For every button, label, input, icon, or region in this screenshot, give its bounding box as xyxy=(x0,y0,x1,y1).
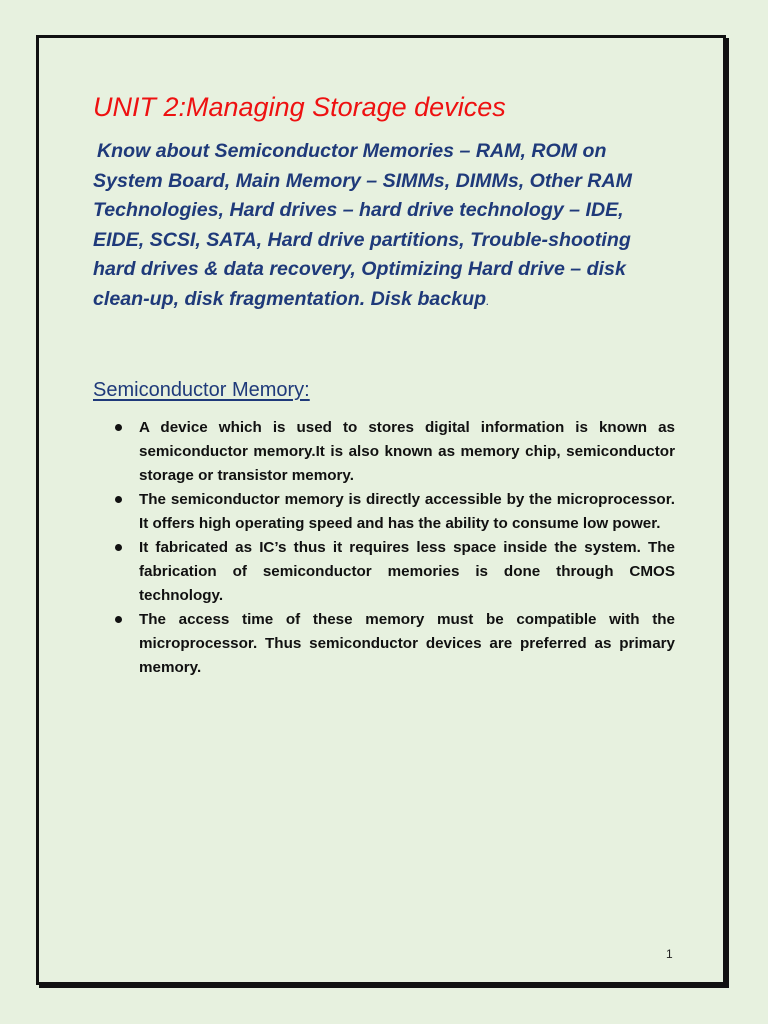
syllabus-text: Know about Semiconductor Memories – RAM, ROM on System Board, Main Memory – SIMMs, DIMMs, Other RAM Technologies, Hard drives – hard drive technology – IDE, EIDE, SCSI, SATA, Hard drive partitions, Trouble-shooting hard drives & data recovery, Optimizing Hard drive – disk clean-up, disk fragmentation. Disk backup xyxy=(93,140,632,310)
bullet-list xyxy=(115,416,675,680)
list-item xyxy=(115,488,675,536)
bullet-icon xyxy=(115,544,122,551)
section-heading: Semiconductor Memory: xyxy=(93,379,310,401)
page-number: 1 xyxy=(666,947,673,961)
syllabus-end-mark: . xyxy=(486,293,490,308)
list-item-text: The access time of these memory must be compatible with the microprocessor. Thus semiconductor devices are preferred as primary memory. xyxy=(139,611,675,676)
bullet-icon xyxy=(115,496,122,503)
list-item xyxy=(115,416,675,488)
list-item-text: It fabricated as IC’s thus it requires less space inside the system. The fabrication of semiconductor memories is done through CMOS technology. xyxy=(139,539,675,604)
list-item-text: The semiconductor memory is directly accessible by the microprocessor. It offers high operating speed and has the ability to consume low power. xyxy=(139,491,675,532)
unit-title: UNIT 2:Managing Storage devices xyxy=(93,92,506,122)
syllabus-paragraph xyxy=(93,137,678,316)
bullet-icon xyxy=(115,424,122,431)
list-item xyxy=(115,536,675,608)
list-item-text: A device which is used to stores digital information is known as semiconductor memory.It is also known as memory chip, semiconductor storage or transistor memory. xyxy=(139,419,675,484)
list-item xyxy=(115,608,675,680)
bullet-icon xyxy=(115,616,122,623)
